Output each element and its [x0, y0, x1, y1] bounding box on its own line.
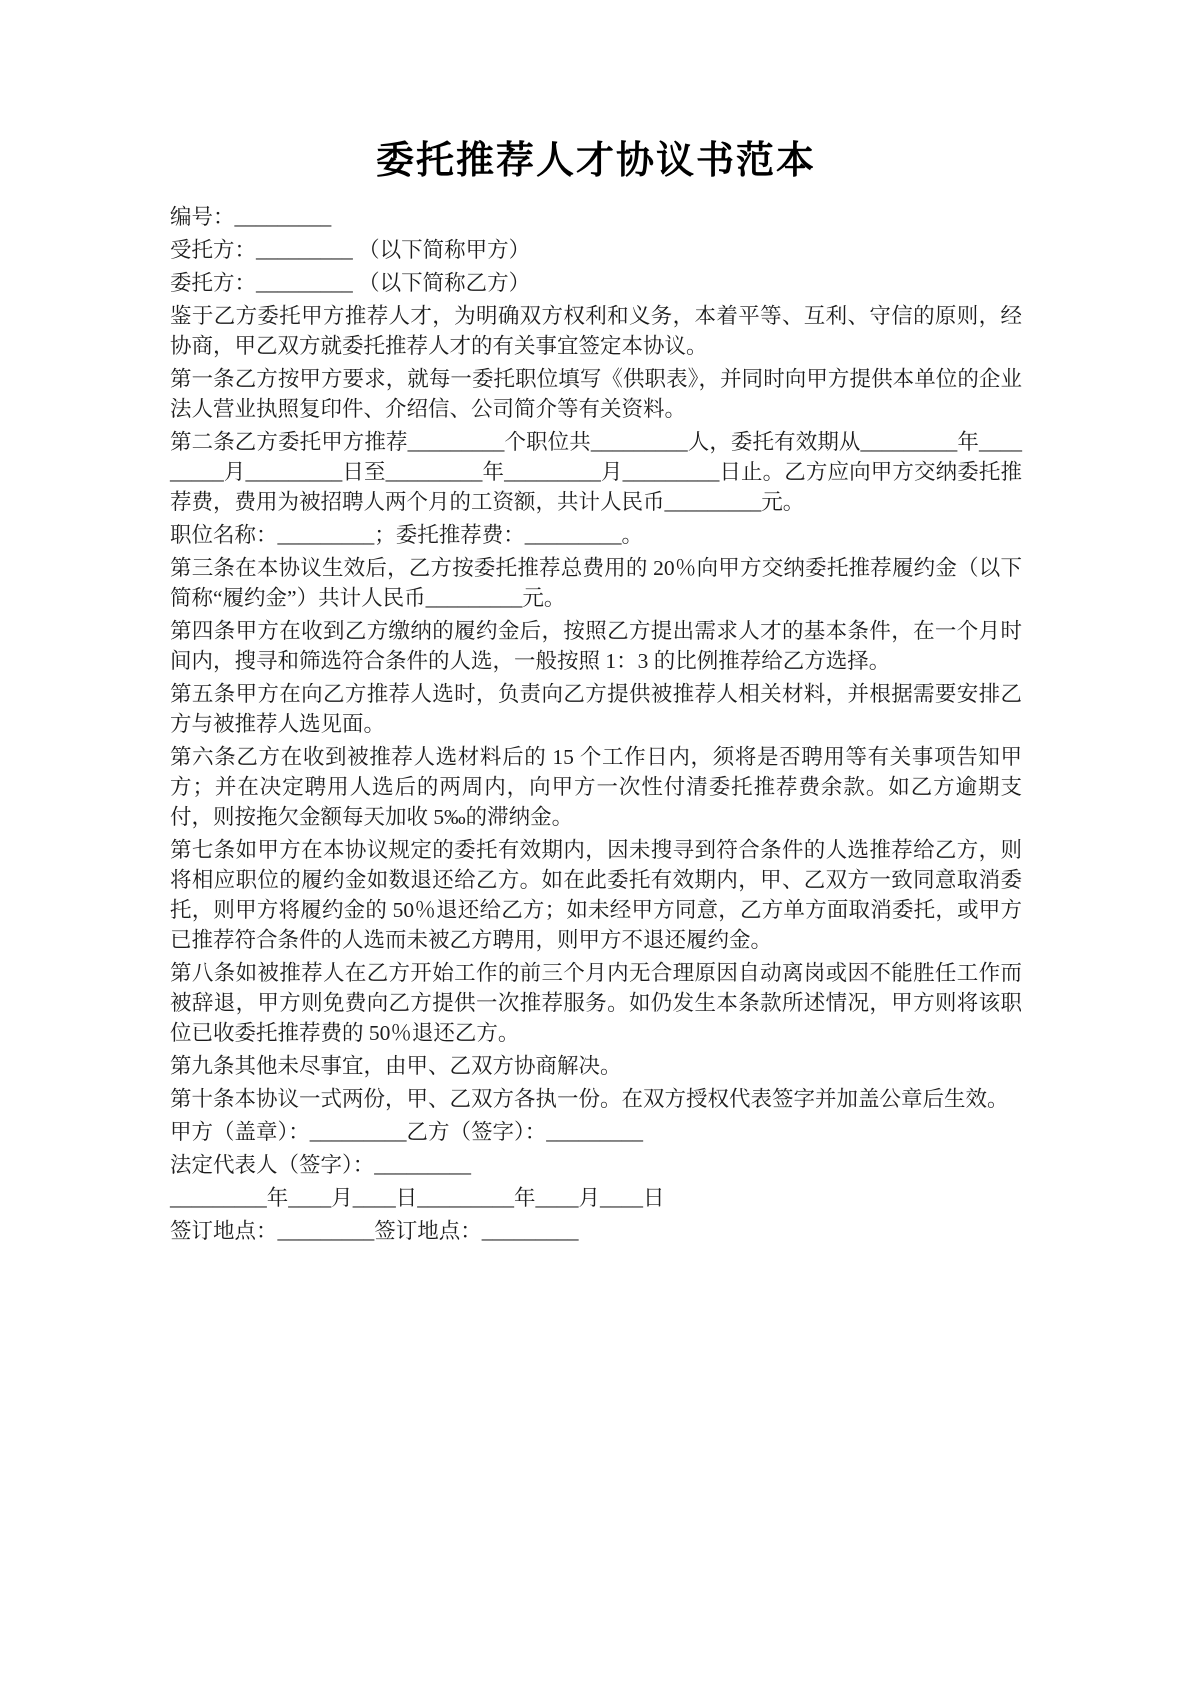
client-party-line: 委托方：_________ （以下简称乙方） [170, 270, 531, 295]
date-line: _________年____月____日_________年____月____日 [170, 1185, 665, 1210]
signing-place-line: 签订地点：_________签订地点：_________ [170, 1218, 579, 1243]
article-3-paragraph: 第三条在本协议生效后，乙方按委托推荐总费用的 20％向甲方交纳委托推荐履约金（以下简称“履约金”）共计人民币_________元。 [170, 555, 1022, 610]
position-fee-line: 职位名称：_________；委托推荐费：_________。 [170, 522, 644, 547]
document-title: 委托推荐人才协议书范本 [375, 140, 816, 182]
document-content [170, 138, 1022, 1249]
article-1-paragraph: 第一条乙方按甲方要求，就每一委托职位填写《供职表》，并同时向甲方提供本单位的企业法人营业执照复印件、介绍信、公司简介等有关资料。 [170, 366, 1022, 421]
article-10-paragraph: 第十条本协议一式两份，甲、乙双方各执一份。在双方授权代表签字并加盖公章后生效。 [170, 1086, 1009, 1111]
signature-parties-line: 甲方（盖章）：_________乙方（签字）：_________ [170, 1119, 644, 1144]
field-number-line: 编号：_________ [170, 204, 332, 229]
article-2-paragraph: 第二条乙方委托甲方推荐_________个职位共_________人，委托有效期从_________年_________月_________日至_________年_________月_________日止。乙方应向甲方交纳委托推荐费，费用为被招聘人两个月的工资额，共计人民币_________元。 [170, 429, 1022, 514]
article-5-paragraph: 第五条甲方在向乙方推荐人选时，负责向乙方提供被推荐人相关材料，并根据需要安排乙方与被推荐人选见面。 [170, 681, 1022, 736]
trustee-party-line: 受托方：_________ （以下简称甲方） [170, 237, 531, 262]
preamble-paragraph: 鉴于乙方委托甲方推荐人才，为明确双方权利和义务，本着平等、互利、守信的原则，经协商，甲乙双方就委托推荐人才的有关事宜签定本协议。 [170, 303, 1022, 358]
legal-representative-line: 法定代表人（签字）：_________ [170, 1152, 472, 1177]
article-4-paragraph: 第四条甲方在收到乙方缴纳的履约金后，按照乙方提出需求人才的基本条件，在一个月时间内，搜寻和筛选符合条件的人选，一般按照 1：3 的比例推荐给乙方选择。 [170, 618, 1022, 673]
article-8-paragraph: 第八条如被推荐人在乙方开始工作的前三个月内无合理原因自动离岗或因不能胜任工作而被辞退，甲方则免费向乙方提供一次推荐服务。如仍发生本条款所述情况，甲方则将该职位已收委托推荐费的 50％退还乙方。 [170, 960, 1022, 1045]
article-9-paragraph: 第九条其他未尽事宜，由甲、乙双方协商解决。 [170, 1053, 622, 1078]
article-7-paragraph: 第七条如甲方在本协议规定的委托有效期内，因未搜寻到符合条件的人选推荐给乙方，则将相应职位的履约金如数退还给乙方。如在此委托有效期内，甲、乙双方一致同意取消委托，则甲方将履约金的 50％退还给乙方；如未经甲方同意，乙方单方面取消委托，或甲方已推荐符合条件的人选而未被乙方聘用，则甲方不退还履约金。 [170, 837, 1022, 952]
article-6-paragraph: 第六条乙方在收到被推荐人选材料后的 15 个工作日内，须将是否聘用等有关事项告知甲方；并在决定聘用人选后的两周内，向甲方一次性付清委托推荐费余款。如乙方逾期支付，则按拖欠金额每天加收 5‰的滞纳金。 [170, 744, 1022, 829]
